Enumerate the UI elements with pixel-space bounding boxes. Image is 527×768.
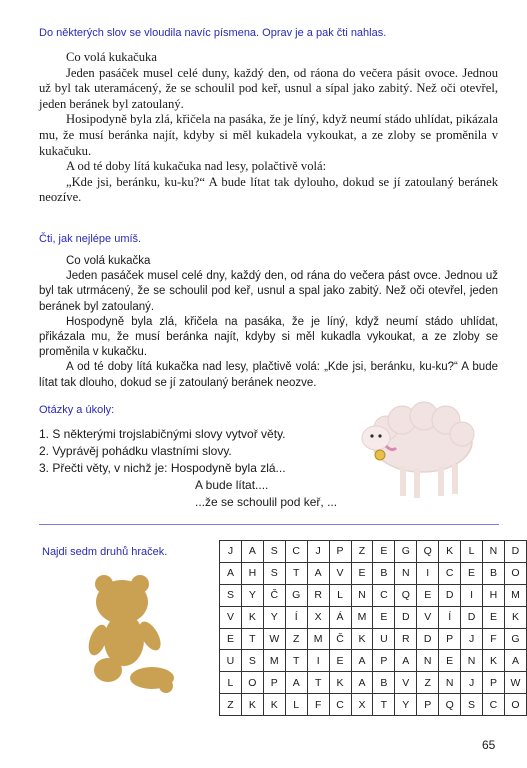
grid-cell[interactable]: R bbox=[395, 628, 417, 650]
grid-cell[interactable]: M bbox=[504, 584, 526, 606]
grid-cell[interactable]: E bbox=[373, 606, 395, 628]
grid-cell[interactable]: A bbox=[351, 672, 373, 694]
grid-cell[interactable]: A bbox=[241, 541, 263, 563]
grid-cell[interactable]: Í bbox=[439, 606, 461, 628]
section-divider bbox=[39, 524, 499, 525]
grid-cell[interactable]: P bbox=[329, 541, 351, 563]
grid-row bbox=[220, 562, 527, 584]
grid-cell[interactable]: Y bbox=[241, 584, 263, 606]
grid-cell[interactable]: D bbox=[461, 606, 483, 628]
grid-cell[interactable]: R bbox=[307, 584, 329, 606]
grid-cell[interactable]: N bbox=[395, 562, 417, 584]
grid-cell[interactable]: M bbox=[351, 606, 373, 628]
grid-cell[interactable]: Á bbox=[329, 606, 351, 628]
grid-cell[interactable]: M bbox=[307, 628, 329, 650]
grid-row bbox=[220, 628, 527, 650]
grid-cell[interactable]: K bbox=[329, 672, 351, 694]
grid-cell[interactable]: A bbox=[504, 650, 526, 672]
grid-cell[interactable]: E bbox=[351, 562, 373, 584]
grid-cell[interactable]: K bbox=[483, 650, 505, 672]
grid-cell[interactable]: P bbox=[263, 672, 285, 694]
grid-cell[interactable]: Z bbox=[285, 628, 307, 650]
grid-cell[interactable]: A bbox=[395, 650, 417, 672]
grid-cell[interactable]: O bbox=[504, 694, 526, 716]
grid-cell[interactable]: T bbox=[241, 628, 263, 650]
grid-cell[interactable]: D bbox=[395, 606, 417, 628]
grid-cell[interactable]: X bbox=[351, 694, 373, 716]
instruction-questions: Otázky a úkoly: bbox=[39, 404, 115, 416]
grid-row bbox=[220, 606, 527, 628]
grid-cell[interactable]: A bbox=[351, 650, 373, 672]
grid-cell[interactable]: H bbox=[241, 562, 263, 584]
grid-cell[interactable]: N bbox=[461, 650, 483, 672]
word-search-grid bbox=[219, 540, 527, 716]
grid-cell[interactable]: V bbox=[220, 606, 242, 628]
grid-cell[interactable]: M bbox=[263, 650, 285, 672]
grid-cell[interactable]: Č bbox=[329, 628, 351, 650]
grid-cell[interactable]: V bbox=[417, 606, 439, 628]
grid-cell[interactable]: W bbox=[263, 628, 285, 650]
story-paragraph: A od té doby lítá kukačka nad lesy, plačtivě volá: „Kde jsi, beránku, ku-ku?“ A bude lítat tak dlouho, dokud se jí zatoulaný beránek neozve. bbox=[39, 361, 498, 389]
grid-cell[interactable]: T bbox=[285, 562, 307, 584]
grid-cell[interactable]: U bbox=[220, 650, 242, 672]
grid-cell[interactable]: T bbox=[307, 672, 329, 694]
grid-row bbox=[220, 694, 527, 716]
story-correct bbox=[39, 254, 498, 391]
grid-cell[interactable]: A bbox=[285, 672, 307, 694]
story-paragraph: A od té doby lítá kukačuka nad lesy, polačtivě volá: bbox=[66, 159, 327, 174]
grid-cell[interactable]: J bbox=[307, 541, 329, 563]
task-item: 2. Vyprávěj pohádku vlastními slovy. bbox=[39, 444, 232, 458]
grid-row bbox=[220, 672, 527, 694]
grid-cell[interactable]: X bbox=[307, 606, 329, 628]
grid-cell[interactable]: S bbox=[461, 694, 483, 716]
grid-cell[interactable]: K bbox=[439, 541, 461, 563]
grid-cell[interactable]: L bbox=[461, 541, 483, 563]
grid-cell[interactable]: K bbox=[241, 606, 263, 628]
grid-cell[interactable]: K bbox=[241, 694, 263, 716]
story-title: Co volá kukačuka bbox=[66, 50, 157, 64]
task-item: 1. S některými trojslabičnými slovy vytvoř věty. bbox=[39, 427, 286, 441]
grid-cell[interactable]: C bbox=[285, 541, 307, 563]
grid-cell[interactable]: G bbox=[285, 584, 307, 606]
grid-cell[interactable]: S bbox=[220, 584, 242, 606]
grid-cell[interactable]: T bbox=[285, 650, 307, 672]
grid-cell[interactable]: Y bbox=[263, 606, 285, 628]
instruction-find-toys: Najdi sedm druhů hraček. bbox=[42, 546, 168, 558]
grid-cell[interactable]: K bbox=[263, 694, 285, 716]
task-item: 3. Přečti věty, v nichž je: Hospodyně byla zlá... bbox=[39, 461, 286, 475]
grid-cell[interactable]: Č bbox=[263, 584, 285, 606]
grid-cell[interactable]: N bbox=[351, 584, 373, 606]
task-item: A bude lítat.... bbox=[195, 478, 269, 492]
grid-row bbox=[220, 650, 527, 672]
story-with-errors bbox=[39, 50, 498, 206]
grid-cell[interactable]: J bbox=[461, 628, 483, 650]
grid-cell[interactable]: V bbox=[329, 562, 351, 584]
story-paragraph: Hosipodyně byla zlá, křičela na pasáka, že je líný, když neumí stádo uhlídat, pikázala mu, že musí beránka najít, kdyby si měl kukadela vykoukat, a ze zloby se proměnila v kukačuku. bbox=[39, 112, 498, 158]
grid-cell[interactable]: T bbox=[373, 694, 395, 716]
grid-cell[interactable]: B bbox=[373, 672, 395, 694]
instruction-read: Čti, jak nejlépe umíš. bbox=[39, 233, 142, 245]
grid-cell[interactable]: L bbox=[220, 672, 242, 694]
grid-cell[interactable]: B bbox=[483, 562, 505, 584]
grid-cell[interactable]: W bbox=[504, 672, 526, 694]
grid-cell[interactable]: C bbox=[329, 694, 351, 716]
grid-cell[interactable]: P bbox=[417, 694, 439, 716]
grid-cell[interactable]: Q bbox=[395, 584, 417, 606]
grid-cell[interactable]: O bbox=[504, 562, 526, 584]
grid-row bbox=[220, 541, 527, 563]
task-list bbox=[39, 426, 337, 511]
story-paragraph: Jeden pasáček musel celé dny, každý den, od rána do večera pást ovce. Jednou už byl tak utrmácený, že se schoulil pod keř, usnul a spal jako zabitý. Než oči otevřel, jeden beránek byl zatoulaný. bbox=[39, 270, 498, 313]
grid-cell[interactable]: N bbox=[483, 541, 505, 563]
grid-cell[interactable]: H bbox=[483, 584, 505, 606]
story-paragraph: Jeden pasáček musel celé duny, každý den, od ráona do večera pásit ovoce. Jednou už byl tak uteramácený, že se schoulil pod keř, usnul a sípal jako zabitý. Než oči otevřel, jeden beránek byl zatoulaný. bbox=[39, 65, 498, 111]
grid-cell[interactable]: G bbox=[395, 541, 417, 563]
grid-cell[interactable]: L bbox=[329, 584, 351, 606]
grid-cell[interactable]: D bbox=[439, 584, 461, 606]
grid-cell[interactable]: U bbox=[373, 628, 395, 650]
page-number: 65 bbox=[482, 738, 496, 752]
grid-cell[interactable]: S bbox=[263, 562, 285, 584]
grid-cell[interactable]: I bbox=[417, 562, 439, 584]
grid-cell[interactable]: N bbox=[417, 650, 439, 672]
grid-cell[interactable]: Z bbox=[417, 672, 439, 694]
grid-cell[interactable]: B bbox=[373, 562, 395, 584]
grid-cell[interactable]: P bbox=[439, 628, 461, 650]
grid-cell[interactable]: F bbox=[483, 628, 505, 650]
grid-cell[interactable]: Í bbox=[285, 606, 307, 628]
grid-cell[interactable]: E bbox=[461, 562, 483, 584]
grid-cell[interactable]: I bbox=[461, 584, 483, 606]
grid-cell[interactable]: E bbox=[329, 650, 351, 672]
grid-cell[interactable]: G bbox=[504, 628, 526, 650]
grid-cell[interactable]: C bbox=[439, 562, 461, 584]
grid-cell[interactable]: K bbox=[504, 606, 526, 628]
grid-cell[interactable]: S bbox=[241, 650, 263, 672]
grid-cell[interactable]: E bbox=[417, 584, 439, 606]
lamb-illustration bbox=[356, 400, 476, 504]
story-paragraph: „Kde jsi, beránku, ku-ku?“ A bude lítat tak dylouho, dokud se jí zatoulaný beránek neozíve. bbox=[39, 174, 498, 205]
instruction-fix-text: Do některých slov se vloudila navíc písmena. Oprav je a pak čti nahlas. bbox=[39, 27, 387, 39]
grid-cell[interactable]: Z bbox=[351, 541, 373, 563]
grid-cell[interactable]: N bbox=[439, 672, 461, 694]
story-paragraph: Hospodyně byla zlá, křičela na pasáka, že je líný, když neumí stádo uhlídat, přikázala mu, že musí beránka najít, kdyby si měl kukadla vykoukat, a ze zloby se proměnila v kukačku. bbox=[39, 315, 498, 359]
story-title: Co volá kukačka bbox=[66, 255, 151, 267]
grid-cell[interactable]: J bbox=[461, 672, 483, 694]
grid-cell[interactable]: C bbox=[483, 694, 505, 716]
grid-cell[interactable]: K bbox=[351, 628, 373, 650]
grid-cell[interactable]: Y bbox=[395, 694, 417, 716]
grid-cell[interactable]: E bbox=[220, 628, 242, 650]
grid-cell[interactable]: E bbox=[373, 541, 395, 563]
grid-cell[interactable]: A bbox=[220, 562, 242, 584]
grid-cell[interactable]: E bbox=[483, 606, 505, 628]
grid-row bbox=[220, 584, 527, 606]
grid-cell[interactable]: E bbox=[439, 650, 461, 672]
grid-cell[interactable]: O bbox=[241, 672, 263, 694]
grid-cell[interactable]: D bbox=[417, 628, 439, 650]
grid-cell[interactable]: D bbox=[504, 541, 526, 563]
task-item: ...že se schoulil pod keř, ... bbox=[195, 495, 338, 509]
grid-cell[interactable]: C bbox=[373, 584, 395, 606]
grid-cell[interactable]: Q bbox=[439, 694, 461, 716]
teddy-bear-illustration bbox=[74, 574, 186, 696]
grid-cell[interactable]: Z bbox=[220, 694, 242, 716]
grid-cell[interactable]: Q bbox=[417, 541, 439, 563]
grid-cell[interactable]: I bbox=[307, 650, 329, 672]
grid-cell[interactable]: P bbox=[373, 650, 395, 672]
grid-cell[interactable]: L bbox=[285, 694, 307, 716]
grid-cell[interactable]: F bbox=[307, 694, 329, 716]
grid-cell[interactable]: J bbox=[220, 541, 242, 563]
grid-cell[interactable]: S bbox=[263, 541, 285, 563]
grid-cell[interactable]: A bbox=[307, 562, 329, 584]
grid-cell[interactable]: P bbox=[483, 672, 505, 694]
grid-cell[interactable]: V bbox=[395, 672, 417, 694]
